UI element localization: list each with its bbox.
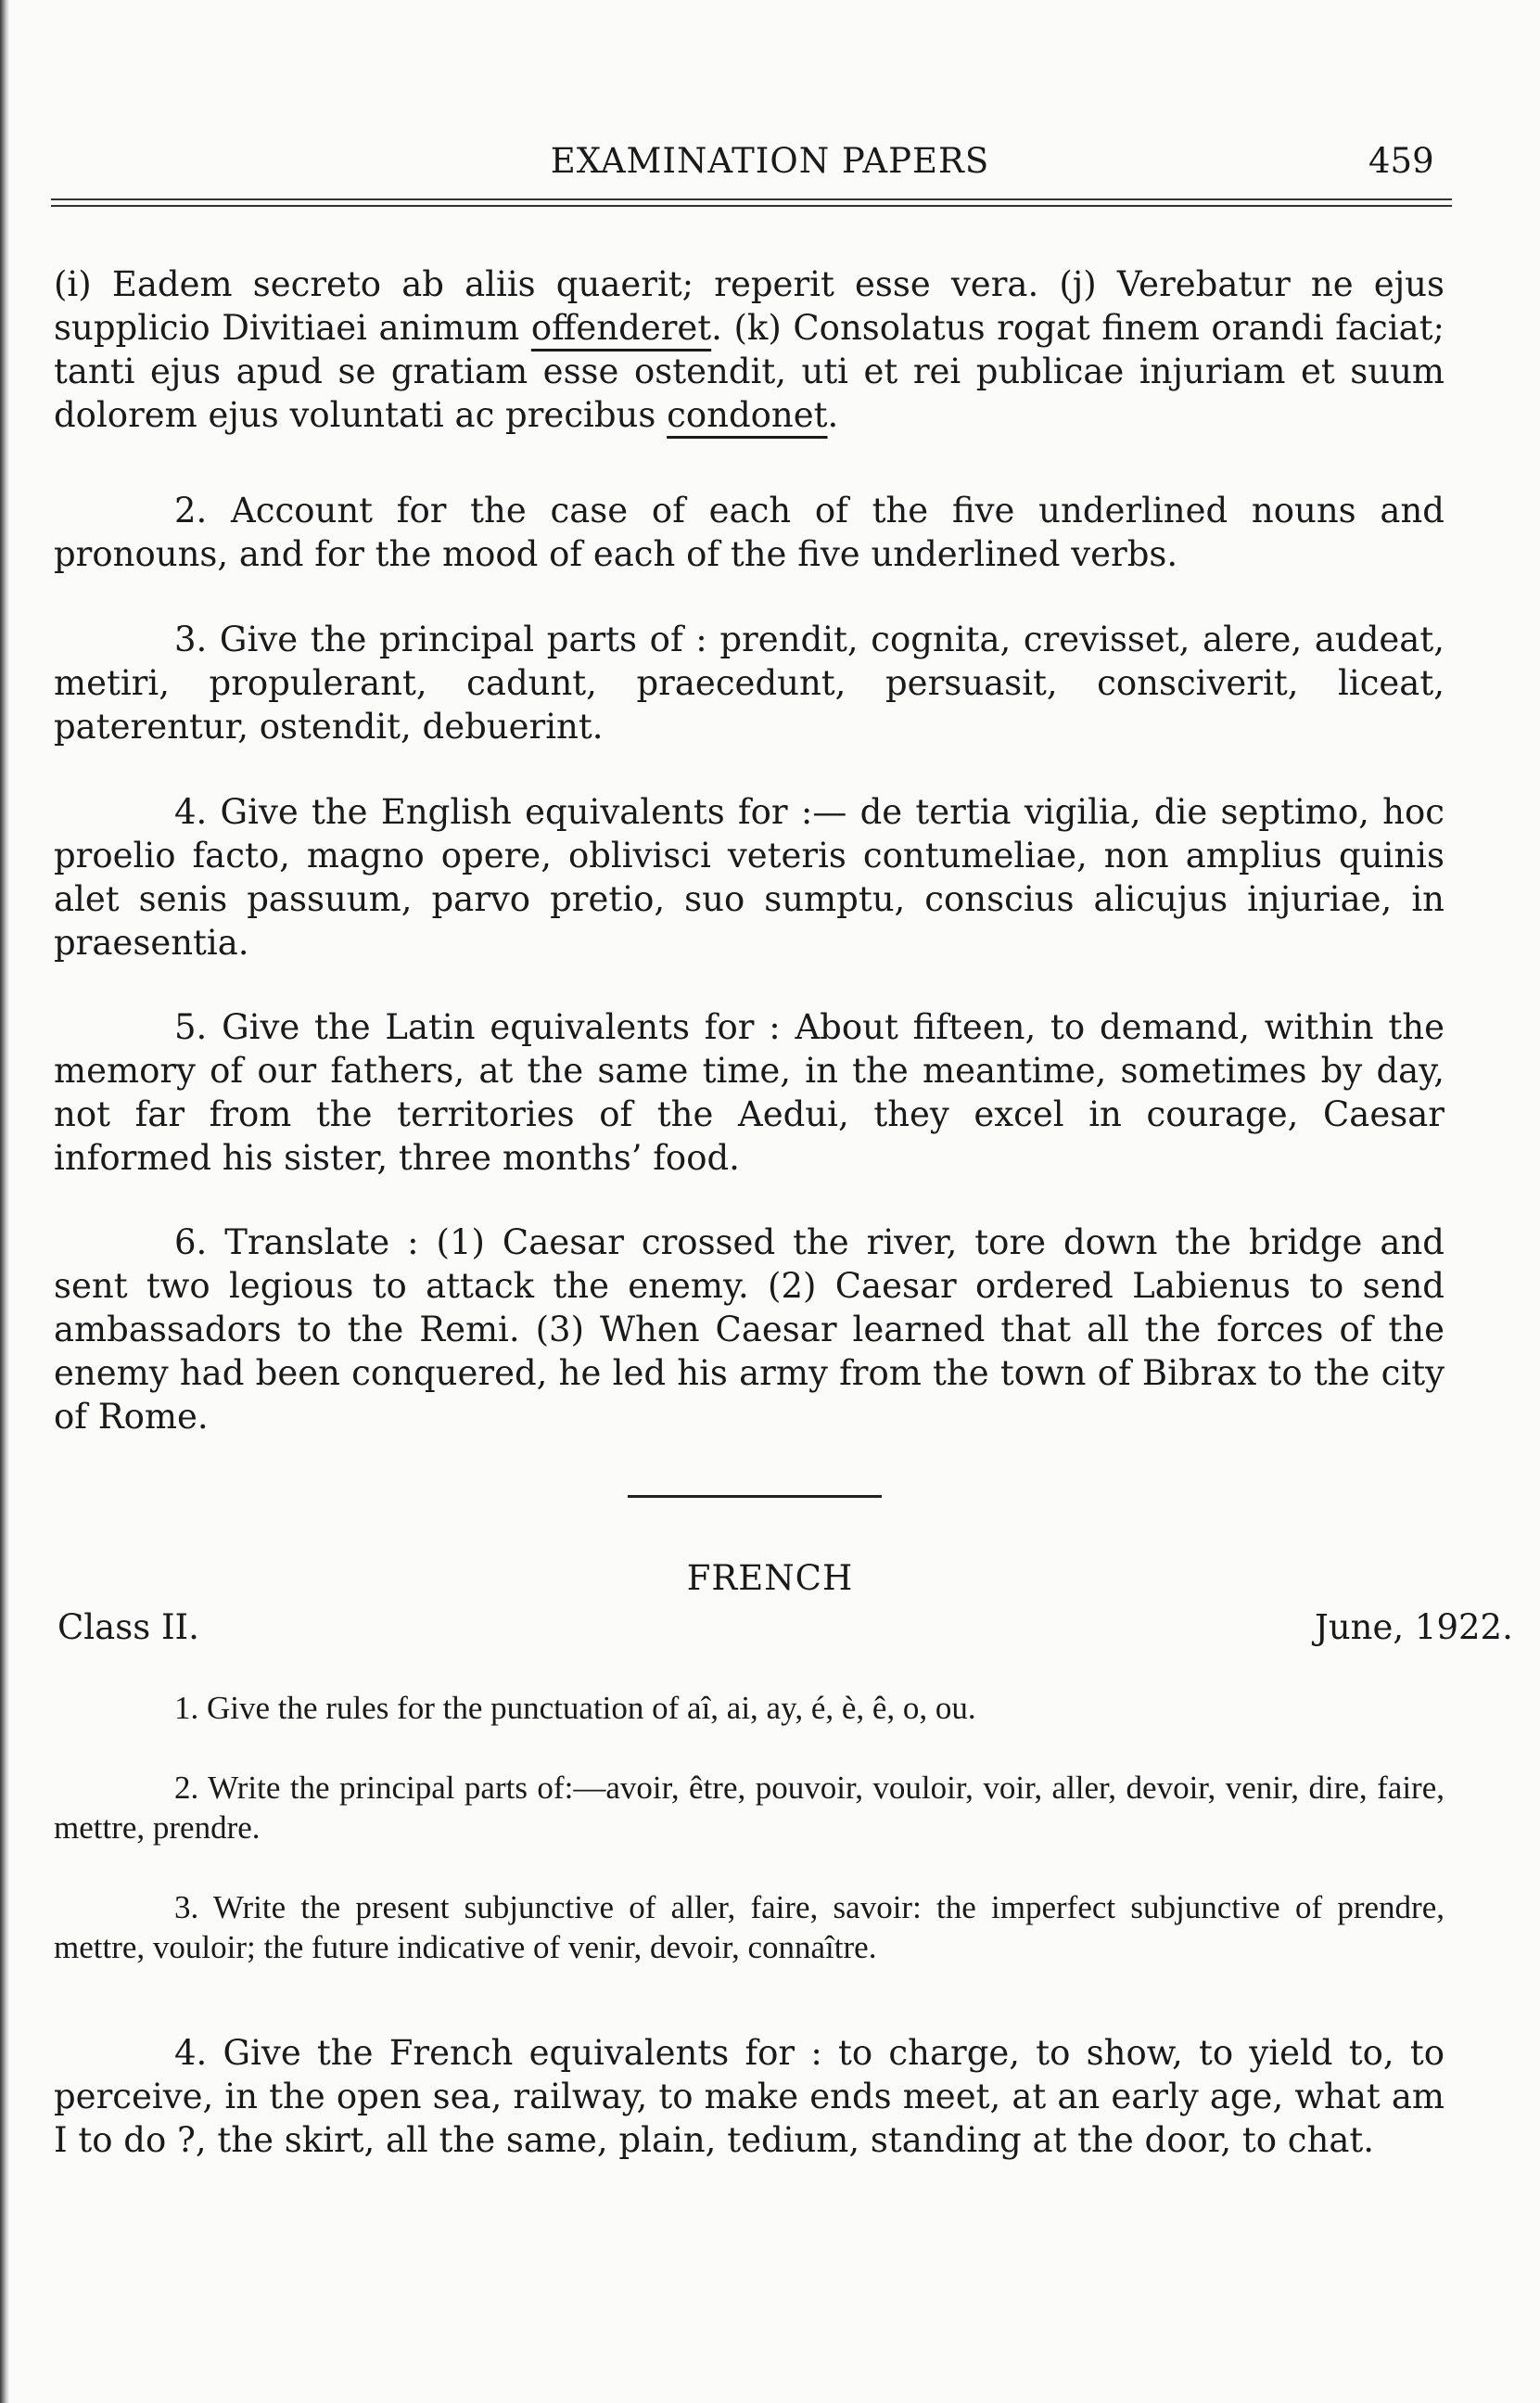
french-question-3: 3. Write the present subjunctive of aller, faire, savoir: the imperfect subjunctive of prendre, mettre, vouloir; the future indicative of venir, devoir, connaître.: [54, 1889, 1445, 1965]
french-question-4: 4. Give the French equivalents for : to charge, to show, to yield to, to perceive, in the open sea, railway, to make ends meet, at an early age, what am I to do ?, the skirt, all the same, plain, tedium, standing at the door, to chat.: [54, 2033, 1445, 2160]
french-question-2: 2. Write the principal parts of:—avoir, être, pouvoir, vouloir, voir, aller, devoir, venir, dire, faire, mettre, prendre.: [54, 1770, 1445, 1846]
latin-question-3: 3. Give the principal parts of : prendit, cognita, crevisset, alere, audeat, metiri, propulerant, cadunt, praecedunt, persuasit, consciverit, liceat, paterentur, ostendit, debuerint.: [54, 620, 1445, 747]
latin-question-2: 2. Account for the case of each of the five underlined nouns and pronouns, and for the mood of each of the five underlined verbs.: [54, 491, 1445, 574]
underlined-verb-offenderet: offenderet: [530, 308, 712, 348]
passage-text-3: .: [827, 395, 839, 435]
latin-question-6: 6. Translate : (1) Caesar crossed the river, tore down the bridge and sent two legious to attack the enemy. (2) Caesar ordered Labienus to send ambassadors to the Remi. (3) When Caesar learned that all the forces of the enemy had been conquered, he led his army from the town of Bibrax to the city of Rome.: [54, 1222, 1445, 1437]
underlined-verb-condonet: condonet: [667, 395, 828, 435]
class-label: Class II.: [57, 1607, 199, 1647]
page-binding-edge: [0, 0, 9, 2403]
page-number: 459: [1368, 141, 1434, 181]
exam-date: June, 1922.: [1315, 1607, 1513, 1647]
french-question-1: 1. Give the rules for the punctuation of aî, ai, ay, é, è, ê, o, ou.: [174, 1690, 976, 1726]
latin-question-5: 5. Give the Latin equivalents for : About fifteen, to demand, within the memory of our fathers, at the same time, in the meantime, sometimes by day, not far from the territories of the Aedui, they excel in courage, Caesar informed his sister, three months’ food.: [54, 1007, 1445, 1178]
latin-question-4: 4. Give the English equivalents for :— de tertia vigilia, die septimo, hoc proelio facto, magno opere, oblivisci veteris contumeliae, non amplius quinis alet senis passuum, parvo pretio, suo sumptu, conscius alicujus injuriae, in praesentia.: [54, 792, 1445, 963]
section-separator: [628, 1495, 882, 1498]
latin-passage: [54, 262, 1445, 437]
passage-text-2: . (k) Consolatus rogat finem orandi faciat; tanti ejus apud se gratiam esse ostendit, uti et rei publicae injuriam et suum dolorem ejus voluntati ac precibus: [54, 308, 1445, 435]
header-rule-bottom: [51, 205, 1452, 207]
passage-text-1: (i) Eadem secreto ab aliis quaerit; reperit esse vera. (j) Verebatur ne ejus supplicio Divitiaei animum: [54, 264, 1445, 348]
french-section-title: FRENCH: [686, 1558, 854, 1598]
header-rule-top: [51, 198, 1452, 200]
running-head: EXAMINATION PAPERS: [550, 141, 990, 181]
